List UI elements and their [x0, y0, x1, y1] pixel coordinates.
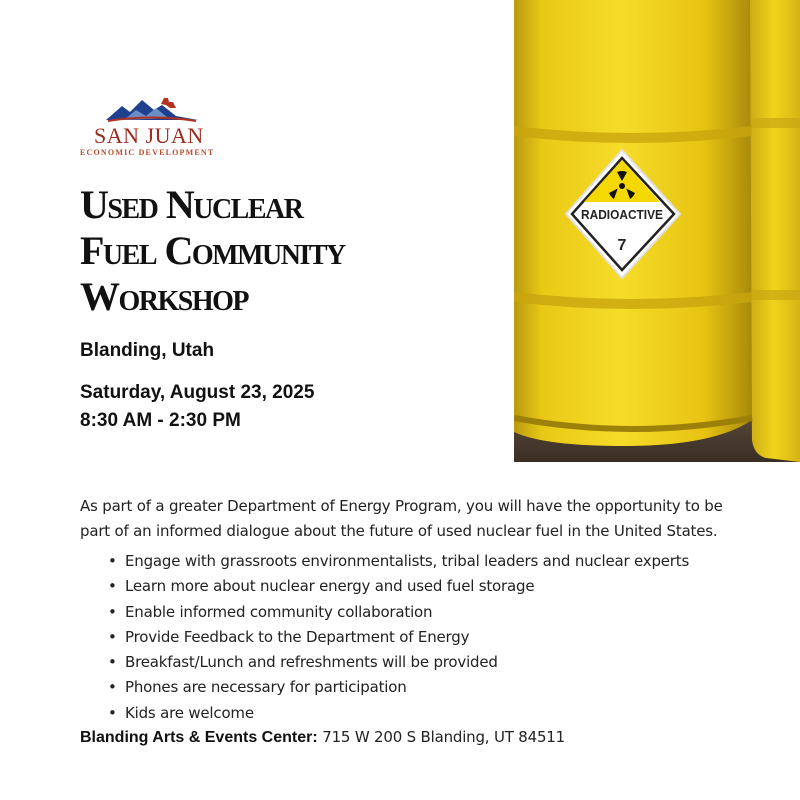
hazard-label-text: RADIOACTIVE [581, 208, 663, 222]
title-line: Fuel Community [80, 228, 345, 273]
event-date: Saturday, August 23, 2025 [80, 382, 315, 403]
radioactive-barrels-photo [514, 0, 800, 462]
hazard-class-number: 7 [617, 237, 627, 254]
event-datetime [80, 379, 314, 435]
intro-paragraph: As part of a greater Department of Energy Program, you will have the opportunity to be part of an informed dialogue about the future of used nuclear fuel in the United States. [80, 497, 723, 540]
title-line: Used Nuclear [80, 182, 303, 227]
venue-name: Blanding Arts & Events Center: [80, 729, 318, 746]
list-item: • Learn more about nuclear energy and used fuel storage [108, 574, 689, 599]
event-time: 8:30 AM - 2:30 PM [80, 410, 241, 431]
venue-address: 715 W 200 S Blanding, UT 84511 [322, 728, 565, 746]
logo-subtitle: ECONOMIC DEVELOPMENT [80, 148, 215, 157]
page-title [80, 182, 500, 320]
list-item: • Provide Feedback to the Department of Energy [108, 625, 689, 650]
list-item: • Enable informed community collaboration [108, 600, 689, 625]
title-line: Workshop [80, 274, 249, 319]
event-location: Blanding, Utah [80, 340, 215, 361]
logo-name: SAN JUAN [94, 123, 204, 148]
barrels-illustration [514, 0, 800, 462]
list-item: • Engage with grassroots environmentalists, tribal leaders and nuclear experts [108, 549, 689, 574]
venue-line [80, 728, 565, 747]
list-item: • Kids are welcome [108, 701, 689, 726]
san-juan-logo [80, 96, 250, 166]
benefits-list [108, 549, 689, 726]
list-item: • Breakfast/Lunch and refreshments will be provided [108, 650, 689, 675]
mountains-mesa-icon [106, 96, 198, 122]
list-item: • Phones are necessary for participation [108, 675, 689, 700]
